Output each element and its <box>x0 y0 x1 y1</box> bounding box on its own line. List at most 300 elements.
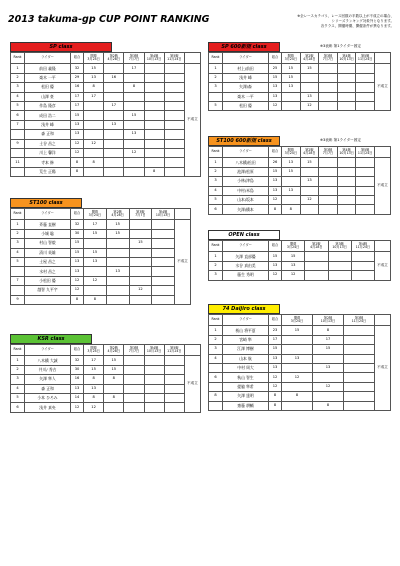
point-cell <box>328 252 351 261</box>
rider-cell: 小林/津島 <box>223 177 269 186</box>
rank-cell <box>11 167 25 176</box>
rank-cell: 6 <box>209 373 223 382</box>
point-cell <box>164 73 184 82</box>
round-header <box>351 241 374 252</box>
point-cell <box>356 195 375 204</box>
round-date: 10月13日 <box>146 349 162 354</box>
point-cell: 13 <box>282 354 313 363</box>
round-name: 第5戦 <box>360 53 370 58</box>
sp600-ranking-table <box>208 52 391 111</box>
point-cell: 15 <box>84 64 104 73</box>
rider-cell: 桜山 将平夏 <box>223 326 269 335</box>
ksr-class-header: KSR class <box>10 334 92 344</box>
table-row <box>11 384 201 393</box>
round-header <box>124 53 144 64</box>
total-header: 総合 <box>269 315 282 326</box>
point-cell <box>129 257 152 266</box>
point-cell: 15 <box>282 73 301 82</box>
round-date: 4月28日 <box>107 349 121 354</box>
point-cell <box>356 101 375 110</box>
point-cell <box>300 205 319 214</box>
point-cell: 17 <box>104 101 124 110</box>
total-cell: 8 <box>71 167 84 176</box>
round-date: 3月24日 <box>88 213 102 218</box>
point-cell: 17 <box>84 356 104 365</box>
point-cell <box>337 167 356 176</box>
rider-cell: 土谷 昌之 <box>25 139 71 148</box>
table-row <box>209 73 391 82</box>
point-cell <box>124 73 144 82</box>
point-cell <box>305 271 328 280</box>
point-cell <box>104 111 124 120</box>
total-cell: 12 <box>269 195 282 204</box>
rider-cell: 中村 周大 <box>223 363 269 372</box>
rider-cell: 浅井 真央 <box>25 403 71 412</box>
point-cell: 17 <box>84 220 107 229</box>
point-cell <box>124 403 144 412</box>
round-header <box>319 53 338 64</box>
table-row <box>11 130 201 139</box>
point-cell <box>337 83 356 92</box>
point-cell <box>84 148 104 157</box>
point-cell: 13 <box>282 261 305 270</box>
rank-header: Rank <box>209 315 223 326</box>
point-cell: 8 <box>84 393 104 402</box>
point-cell <box>164 375 184 384</box>
table-row <box>209 354 391 363</box>
rank-cell: 7 <box>11 276 25 285</box>
point-cell: 15 <box>104 356 124 365</box>
rank-cell: 1 <box>11 356 25 365</box>
round-header <box>282 241 305 252</box>
point-cell <box>344 335 375 344</box>
sp600-subtitle: ※3表彰 第1ライダー固定 <box>320 44 361 48</box>
point-cell <box>84 101 104 110</box>
total-cell: 13 <box>269 92 282 101</box>
point-cell: 13 <box>282 83 301 92</box>
table-row <box>11 356 201 365</box>
point-cell <box>328 261 351 270</box>
round-date: 7月7日 <box>322 57 334 62</box>
rank-header: Rank <box>11 345 25 356</box>
point-cell: 13 <box>313 363 344 372</box>
point-cell: 8 <box>313 326 344 335</box>
round-header <box>328 241 351 252</box>
point-cell <box>319 186 338 195</box>
round-name: 開幕 <box>90 345 97 350</box>
point-cell: 12 <box>300 101 319 110</box>
point-cell: 13 <box>84 384 104 393</box>
rider-cell: 矢澤/橋本 <box>223 205 269 214</box>
rider-cell: 八木橋 大誠 <box>25 356 71 365</box>
round-header <box>356 53 375 64</box>
point-cell <box>152 295 175 304</box>
rank-cell: 4 <box>209 186 223 195</box>
point-cell <box>106 276 129 285</box>
table-row <box>209 186 391 195</box>
rider-cell: 浅井 峰 <box>25 120 71 129</box>
round-date: 11月24日 <box>357 151 373 156</box>
total-cell: 23 <box>269 326 282 335</box>
point-cell <box>84 239 107 248</box>
point-cell: 12 <box>129 286 152 295</box>
round-date: 10月13日 <box>339 57 354 62</box>
round-header <box>300 147 319 158</box>
point-cell <box>106 239 129 248</box>
total-cell: 13 <box>71 257 84 266</box>
rank-cell: 2 <box>11 365 25 374</box>
table-row <box>11 148 201 157</box>
total-cell: 12 <box>269 373 282 382</box>
rank-cell: 5 <box>11 393 25 402</box>
point-cell: 15 <box>104 365 124 374</box>
rank-cell: 4 <box>11 384 25 393</box>
sp600-class-header: SP 600新規 class <box>208 42 280 52</box>
rank-cell: 4 <box>11 92 25 101</box>
rider-cell: 村上/前田 <box>223 64 269 73</box>
round-header <box>104 345 124 356</box>
point-cell: 8 <box>313 401 344 410</box>
note-line-2: シリーズランキング対象外となります。 <box>331 19 394 23</box>
rider-cell: 矢澤/森 <box>223 83 269 92</box>
round-name: 第3戦 <box>129 53 139 58</box>
rank-cell <box>209 401 223 410</box>
fusei-cell: 不成立 <box>374 158 390 214</box>
round-header <box>337 53 356 64</box>
point-cell <box>337 177 356 186</box>
rider-cell: 齋藤 耕輔 <box>223 401 269 410</box>
point-cell <box>282 177 301 186</box>
point-cell <box>356 167 375 176</box>
point-cell <box>282 345 313 354</box>
table-row <box>209 167 391 176</box>
point-cell: 8 <box>84 83 104 92</box>
table-row <box>209 92 391 101</box>
point-cell <box>164 64 184 73</box>
point-cell <box>164 83 184 92</box>
fusei-header <box>375 241 391 252</box>
table-row <box>209 252 391 261</box>
point-cell <box>164 120 184 129</box>
point-cell <box>152 276 175 285</box>
round-header <box>106 209 129 220</box>
point-cell <box>164 92 184 101</box>
rank-cell: 6 <box>11 111 25 120</box>
rank-cell <box>209 363 223 372</box>
round-name: 開幕 <box>91 209 99 214</box>
total-cell: 25 <box>269 64 282 73</box>
round-header <box>282 147 301 158</box>
round-name: 第2戦 <box>312 241 321 246</box>
table-row <box>11 248 191 257</box>
rank-cell <box>11 130 25 139</box>
point-cell <box>144 130 164 139</box>
table-row <box>209 373 391 382</box>
round-date: 3月24日 <box>87 57 100 62</box>
total-header: 総合 <box>71 345 84 356</box>
rider-cell: 藤生 秀明 <box>223 271 269 280</box>
rank-cell: 1 <box>11 220 25 229</box>
rider-header: ライダー <box>223 241 269 252</box>
round-name: 第3戦 <box>323 53 333 58</box>
total-cell: 14 <box>71 393 84 402</box>
table-row <box>11 375 201 384</box>
point-cell <box>282 335 313 344</box>
rider-cell: 山澤 豪 <box>25 92 71 101</box>
point-cell: 15 <box>300 158 319 167</box>
table-row <box>11 229 191 238</box>
point-cell: 15 <box>282 326 313 335</box>
point-cell <box>144 139 164 148</box>
fusei-cell: 不成立 <box>184 64 200 177</box>
point-cell: 13 <box>124 130 144 139</box>
ksr-header-row <box>11 345 201 356</box>
point-cell <box>351 261 374 270</box>
rider-cell: 作島 隆彦 <box>25 101 71 110</box>
point-cell: 8 <box>104 375 124 384</box>
round-name: 第3戦 <box>136 209 145 214</box>
round-name: 開幕 <box>90 53 97 58</box>
point-cell <box>344 326 375 335</box>
st600-subtitle: ※3表彰 第1ライダー固定 <box>320 138 361 142</box>
point-cell <box>344 354 375 363</box>
point-cell <box>351 252 374 261</box>
table-row <box>11 220 191 229</box>
point-cell: 15 <box>282 252 305 261</box>
table-row <box>209 195 391 204</box>
total-header: 総合 <box>71 209 84 220</box>
point-cell: 13 <box>84 73 104 82</box>
rider-cell: 成田 浩二 <box>25 111 71 120</box>
table-row <box>11 257 191 266</box>
round-name: 第2戦 <box>113 209 122 214</box>
rank-cell: 5 <box>209 195 223 204</box>
rank-cell: 1 <box>209 252 223 261</box>
fusei-header <box>184 345 200 356</box>
round-date: 7月7日 <box>322 151 334 156</box>
total-cell: 12 <box>71 286 84 295</box>
round-name: 開幕 <box>287 53 294 58</box>
round-date: 11月24日 <box>357 57 373 62</box>
point-cell: 15 <box>282 167 301 176</box>
st600-ranking-table <box>208 146 391 215</box>
round-name: 第2戦 <box>109 345 118 350</box>
point-cell <box>282 363 313 372</box>
sp-class-header: SP class <box>10 42 112 52</box>
table-row <box>209 83 391 92</box>
point-cell <box>164 158 184 167</box>
point-cell <box>356 158 375 167</box>
round-name: 第5戦 <box>170 345 179 350</box>
rider-header: ライダー <box>25 345 71 356</box>
rank-cell: 9 <box>11 295 25 304</box>
round-header <box>356 147 375 158</box>
table-row <box>209 205 391 214</box>
point-cell: 8 <box>282 205 301 214</box>
point-cell <box>282 382 313 391</box>
rider-cell: 水谷 真由美 <box>223 261 269 270</box>
point-cell <box>104 64 124 73</box>
round-header <box>124 345 144 356</box>
point-cell: 8 <box>144 167 164 176</box>
point-cell: 12 <box>84 403 104 412</box>
round-header <box>282 315 313 326</box>
rider-header: ライダー <box>223 147 269 158</box>
point-cell <box>124 120 144 129</box>
point-cell <box>124 365 144 374</box>
point-cell: 12 <box>313 382 344 391</box>
point-cell <box>144 92 164 101</box>
rider-cell: 越智 九平宇 <box>25 286 71 295</box>
total-cell: 8 <box>269 392 282 401</box>
daijiro-ranking-table <box>208 314 391 411</box>
point-cell: 15 <box>300 64 319 73</box>
point-cell: 8 <box>124 83 144 92</box>
table-row <box>209 392 391 401</box>
round-date: 3月24日 <box>286 245 300 250</box>
round-header <box>337 147 356 158</box>
point-cell: 13 <box>84 257 107 266</box>
rank-cell: 1 <box>209 64 223 73</box>
rank-cell: 4 <box>209 354 223 363</box>
point-cell <box>104 92 124 101</box>
total-cell: 30 <box>71 365 84 374</box>
rank-cell: 2 <box>209 167 223 176</box>
total-cell: 12 <box>71 403 84 412</box>
total-cell: 15 <box>269 73 282 82</box>
st600-class-header: ST100 600新規 class <box>208 136 280 146</box>
total-cell: 30 <box>71 229 84 238</box>
total-cell: 13 <box>71 384 84 393</box>
rank-cell: 6 <box>209 205 223 214</box>
point-cell <box>144 158 164 167</box>
point-cell <box>104 139 124 148</box>
rank-cell <box>209 92 223 101</box>
round-date: 11月24日 <box>351 319 367 324</box>
total-cell: 12 <box>71 276 84 285</box>
round-header <box>282 53 301 64</box>
point-cell: 13 <box>282 158 301 167</box>
round-date: 7月7日 <box>135 213 146 218</box>
total-cell: 13 <box>269 354 282 363</box>
round-header <box>319 147 338 158</box>
point-cell <box>124 139 144 148</box>
total-cell: 12 <box>269 101 282 110</box>
round-name: 第2戦 <box>109 53 118 58</box>
st600-header-row <box>209 147 391 158</box>
point-cell <box>129 229 152 238</box>
rank-cell <box>11 286 25 295</box>
round-date: 11月24日 <box>167 57 182 62</box>
round-date: 10月13日 <box>146 57 162 62</box>
fusei-header <box>374 53 390 64</box>
rank-header: Rank <box>11 53 25 64</box>
total-cell: 8 <box>71 158 84 167</box>
point-cell <box>282 401 313 410</box>
round-header <box>300 53 319 64</box>
point-cell <box>356 73 375 82</box>
point-cell: 15 <box>84 365 104 374</box>
point-cell <box>152 239 175 248</box>
rider-cell: 浅井 峰 <box>223 73 269 82</box>
point-cell <box>152 257 175 266</box>
round-header <box>164 345 184 356</box>
sp-ranking-table <box>10 52 201 177</box>
point-cell <box>84 286 107 295</box>
point-cell <box>337 64 356 73</box>
st100-ranking-table <box>10 208 191 305</box>
total-cell: 8 <box>71 295 84 304</box>
round-date: 11月24日 <box>355 245 371 250</box>
point-cell: 17 <box>313 335 344 344</box>
round-header <box>313 315 344 326</box>
round-name: 第4戦 <box>342 53 351 58</box>
total-cell: 13 <box>71 267 84 276</box>
st100-class-header: ST100 class <box>10 198 82 208</box>
point-cell <box>356 92 375 101</box>
total-cell: 17 <box>71 101 84 110</box>
rank-cell <box>209 382 223 391</box>
point-cell <box>144 83 164 92</box>
total-cell: 16 <box>71 375 84 384</box>
round-date: 11月24日 <box>167 349 182 354</box>
point-cell: 15 <box>282 64 301 73</box>
point-cell <box>282 195 301 204</box>
point-cell: 15 <box>84 229 107 238</box>
round-date: 7月7日 <box>128 57 140 62</box>
rider-cell: 清川 英雄 <box>25 248 71 257</box>
total-cell: 13 <box>269 177 282 186</box>
round-header <box>144 53 164 64</box>
point-cell <box>356 205 375 214</box>
point-cell <box>144 101 164 110</box>
point-cell: 13 <box>282 186 301 195</box>
round-date: 3月24日 <box>284 57 298 62</box>
table-row <box>209 271 391 280</box>
point-cell: 12 <box>282 271 305 280</box>
rank-cell: 4 <box>11 248 25 257</box>
round-date: 3月24日 <box>290 319 304 324</box>
point-cell <box>164 365 184 374</box>
point-cell <box>106 286 129 295</box>
round-name: 第3戦 <box>323 147 333 152</box>
round-date: 4月28日 <box>303 57 316 62</box>
round-date: 4月28日 <box>303 151 316 156</box>
point-cell <box>305 252 328 261</box>
total-cell: 15 <box>269 345 282 354</box>
point-cell <box>337 195 356 204</box>
daijiro-header-row <box>209 315 391 326</box>
point-cell: 15 <box>84 248 107 257</box>
point-cell <box>104 130 124 139</box>
table-row <box>11 139 201 148</box>
rider-cell: 水村 昌之 <box>25 267 71 276</box>
rider-cell: 森 正和 <box>25 130 71 139</box>
round-date: 3月24日 <box>87 349 100 354</box>
point-cell <box>282 92 301 101</box>
point-cell: 15 <box>129 239 152 248</box>
table-row <box>11 365 201 374</box>
table-row <box>11 158 201 167</box>
point-cell <box>319 83 338 92</box>
rider-cell: 荒生 正陽 <box>25 167 71 176</box>
round-date: 3月24日 <box>284 151 298 156</box>
rank-cell: 3 <box>11 375 25 384</box>
rider-cell: 斉藤 直樹 <box>25 220 71 229</box>
rider-cell: 楽木 一平 <box>223 92 269 101</box>
point-cell <box>124 101 144 110</box>
rank-header: Rank <box>209 241 223 252</box>
